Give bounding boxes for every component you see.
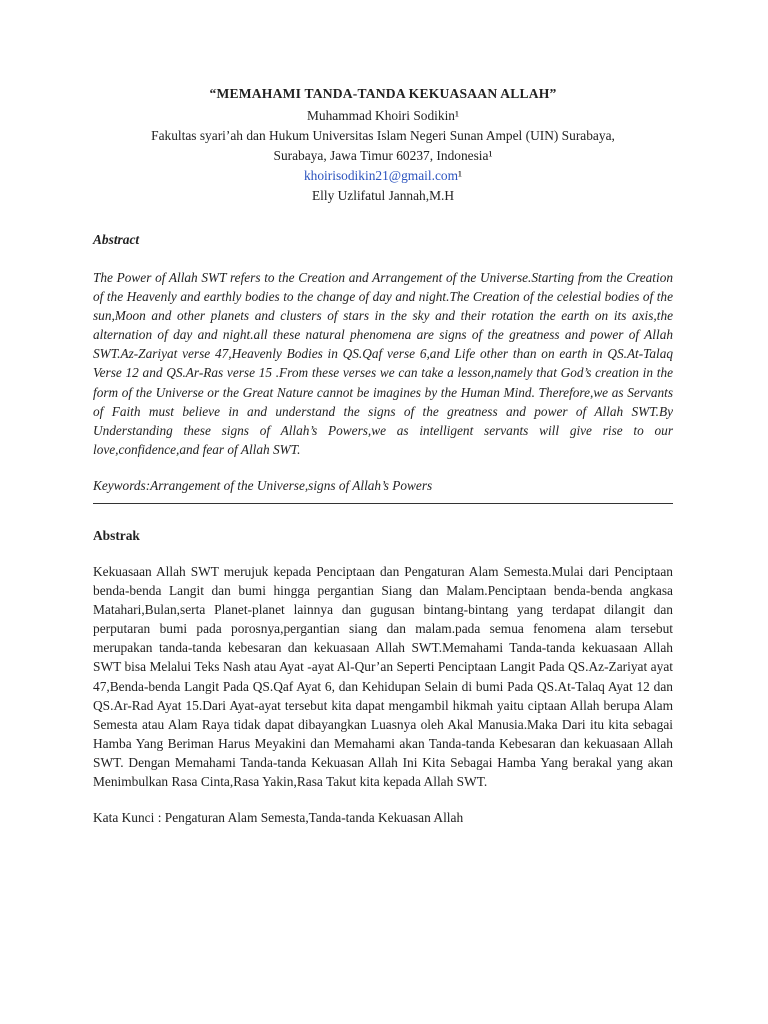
abstract-heading: Abstract <box>93 232 140 247</box>
author-email-link[interactable]: khoirisodikin21@gmail.com <box>303 168 459 183</box>
section-divider <box>93 503 673 504</box>
abstract-body: The Power of Allah SWT refers to the Creation and Arrangement of the Universe.Starting from the Creation of the Heavenly and earthly bodies to the change of day and night.The Creation of the celestial bodies of the sun,Moon and other planets and clusters of stars in the sky and their rotation the earth on its axis,the alternation of day and night.all these natural phenomena are signs of the greatness and power of Allah SWT.Az-Zariyat verse 47,Heavenly Bodies in QS.Qaf verse 6,and Life other than on earth in QS.At-Talaq Verse 12 and QS.Ar-Ras verse 15 .From these verses we can take a lesson,namely that God’s creation in the form of the Universe or the Great Nature cannot be imagines by the Human Mind. Therefore,we as Servants of Faith must believe in and understand the signs of the greatness and power of Allah SWT.By Understanding these signs of Allah’s Powers,we as intelligent servants will give rise to our love,confidence,and fear of Allah SWT. <box>93 270 673 457</box>
affiliation-line-2: Surabaya, Jawa Timur 60237, Indonesia¹ <box>273 148 493 163</box>
abstrak-body: Kekuasaan Allah SWT merujuk kepada Penciptaan dan Pengaturan Alam Semesta.Mulai dari Penciptaan benda-benda Langit dan bumi hingga pergantian Siang dan Malam.Penciptaan benda-benda angkasa Matahari,Bulan,serta Planet-planet lainnya dan gugusan bintang-bintang yang terdapat dilangit dan perputaran bumi pada porosnya,pergantian siang dan malam.pada semua fenomena alam tersebut merupakan tanda-tanda kebesaran dan kekuasaan Allah SWT.Memahami Tanda-tanda kekuasaan Allah SWT bisa Melalui Teks Nash atau Ayat -ayat Al-Qur’an Seperti Penciptaan Langit Pada QS.Az-Zariyat ayat 47,Benda-benda Langit Pada QS.Qaf Ayat 6, dan Kehidupan Selain di bumi Pada QS.At-Talaq Ayat 12 dan QS.Ar-Rad Ayat 15.Dari Ayat-ayat tersebut kita dapat mengambil hikmah yaitu ciptaan Allah berupa Alam Semesta atau Alam Raya tidak dapat dibayangkan Luasnya oleh Akal Manusia.Maka Dari itu kita sebagai Hamba Yang Beriman Harus Meyakini dan Memahami akan Tanda-tanda Kebesaran dan kekuasaan Allah SWT. Dengan Memahami Tanda-tanda Kekuasan Allah Ini Kita Sebagai Hamba Yang berakal yang akan Menimbulkan Rasa Cinta,Rasa Yakin,Rasa Takut kita kepada Allah SWT. <box>93 563 673 789</box>
affiliation-line-1: Fakultas syari’ah dan Hukum Universitas Islam Negeri Sunan Ampel (UIN) Surabaya, <box>151 128 615 143</box>
paper-header <box>93 84 673 206</box>
document-page <box>93 84 673 827</box>
abstrak-keywords: Kata Kunci : Pengaturan Alam Semesta,Tanda-tanda Kekuasan Allah <box>93 810 464 826</box>
paper-title: “MEMAHAMI TANDA-TANDA KEKUASAAN ALLAH” <box>209 86 557 101</box>
abstrak-heading: Abstrak <box>93 527 140 543</box>
email-superscript: ¹ <box>458 168 463 183</box>
author-name: Muhammad Khoiri Sodikin¹ <box>306 108 460 123</box>
abstract-keywords: Keywords:Arrangement of the Universe,signs of Allah’s Powers <box>93 477 433 493</box>
email-line <box>93 166 673 186</box>
supervisor-name: Elly Uzlifatul Jannah,M.H <box>311 188 455 203</box>
